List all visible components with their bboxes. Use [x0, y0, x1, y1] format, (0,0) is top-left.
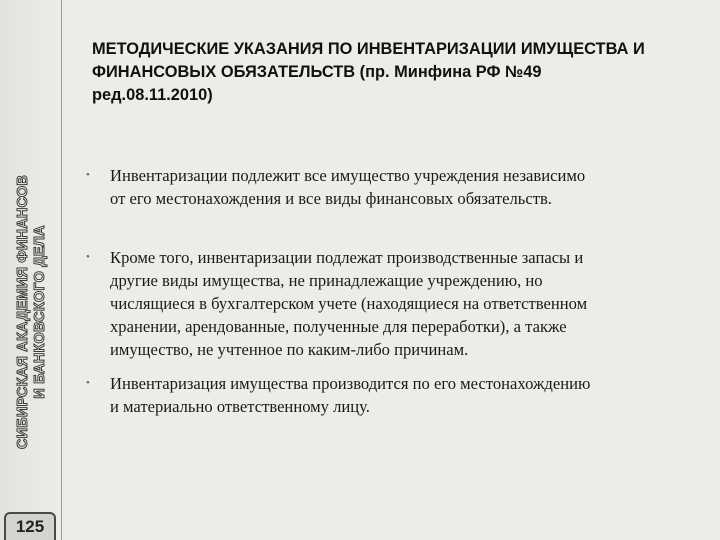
slide-title [92, 38, 702, 107]
bullet-2-line-1: Кроме того, инвентаризации подлежат производственные запасы и [110, 248, 584, 267]
page-number: 125 [4, 512, 56, 540]
bullet-2-line-3: числящиеся в бухгалтерском учете (находящиеся на ответственном [110, 294, 588, 313]
bullet-1-line-1: Инвентаризации подлежит все имущество учреждения независимо [110, 166, 586, 185]
bullet-2-line-2: другие виды имущества, не принадлежащие учреждению, но [110, 271, 543, 290]
bullet-2-line-5: имущество, не учтенное по каким-либо причинам. [110, 340, 469, 359]
title-line-3: ред.08.11.2010) [92, 86, 213, 104]
bullet-icon: • [86, 377, 90, 389]
bullet-3-line-2: и материально ответственному лицу. [110, 397, 370, 416]
title-line-2: ФИНАНСОВЫХ ОБЯЗАТЕЛЬСТВ (пр. Минфина РФ №49 [92, 63, 542, 81]
bullet-icon: • [86, 169, 90, 181]
title-line-1: МЕТОДИЧЕСКИЕ УКАЗАНИЯ ПО ИНВЕНТАРИЗАЦИИ ИМУЩЕСТВА И [92, 40, 645, 58]
bullet-3-line-1: Инвентаризация имущества производится по его местонахождению [110, 374, 591, 393]
sidebar-divider [61, 0, 62, 540]
academy-name-line-2: И БАНКОВСКОГО ДЕЛА [32, 225, 48, 399]
bullet-1-line-2: от его местонахождения и все виды финансовых обязательств. [110, 189, 552, 208]
academy-name-line-1: СИБИРСКАЯ АКАДЕМИЯ ФИНАНСОВ [15, 174, 31, 450]
bullet-2-line-4: хранении, арендованные, полученные для переработки), а также [110, 317, 567, 336]
bullet-icon: • [86, 251, 90, 263]
academy-name [15, 175, 49, 449]
